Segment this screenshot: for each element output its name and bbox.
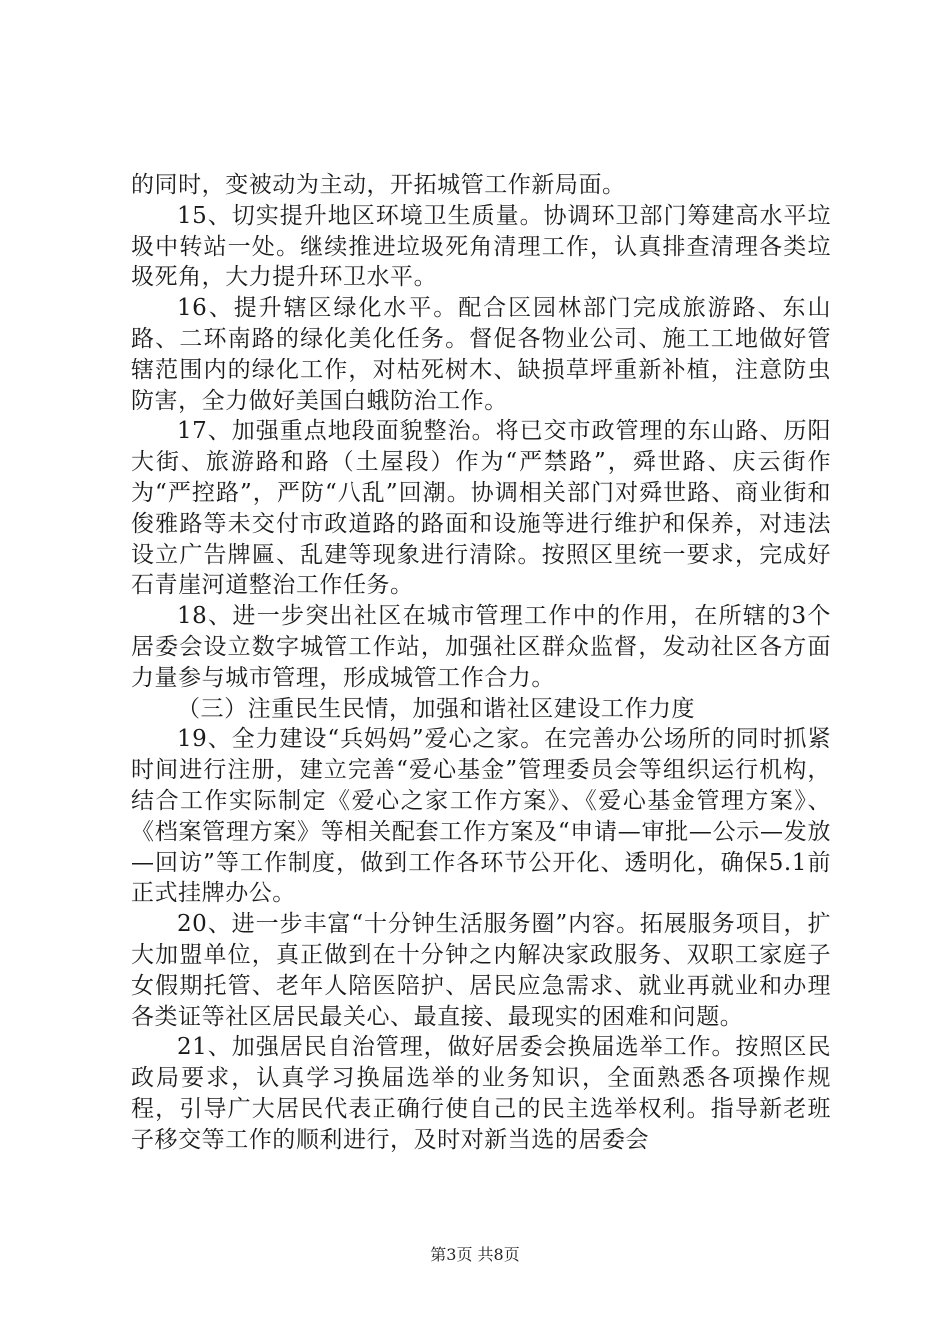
paragraph-item-16: 16、提升辖区绿化水平。配合区园林部门完成旅游路、东山路、二环南路的绿化美化任务。督促各物业公司、施工工地做好管辖范围内的绿化工作，对枯死树木、缺损草坪重新补植，注意防虫防害，全力做好美国白蛾防治工作。 [131, 295, 831, 414]
document-body [131, 170, 831, 1156]
section-heading-3: （三）注重民生民情，加强和谐社区建设工作力度 [177, 695, 696, 722]
paragraph-item-21: 21、加强居民自治管理，做好居委会换届选举工作。按照区民政局要求，认真学习换届选举的业务知识，全面熟悉各项操作规程，引导广大居民代表正确行使自己的民主选举权利。指导新老班子移交等工作的顺利进行，及时对新当选的居委会 [131, 1034, 831, 1153]
paragraph-item-19: 19、全力建设“兵妈妈”爱心之家。在完善办公场所的同时抓紧时间进行注册，建立完善“爱心基金”管理委员会等组织运行机构，结合工作实际制定《爱心之家工作方案》、《爱心基金管理方案》、《档案管理方案》等相关配套工作方案及“申请—审批—公示—发放—回访”等工作制度，做到工作各环节公开化、透明化，确保5.1前正式挂牌办公。 [131, 726, 831, 907]
page-footer: 第3页 共8页 [430, 1245, 520, 1264]
paragraph-item-18: 18、进一步突出社区在城市管理工作中的作用，在所辖的3个居委会设立数字城管工作站，加强社区群众监督，发动社区各方面力量参与城市管理，形成城管工作合力。 [131, 603, 831, 691]
paragraph-continuation: 的同时，变被动为主动，开拓城管工作新局面。 [131, 172, 626, 198]
paragraph-item-15: 15、切实提升地区环境卫生质量。协调环卫部门筹建高水平垃圾中转站一处。继续推进垃圾死角清理工作，认真排查清理各类垃圾死角，大力提升环卫水平。 [131, 202, 831, 291]
paragraph-item-17: 17、加强重点地段面貌整治。将已交市政管理的东山路、历阳大街、旅游路和路（土屋段）作为“严禁路”，舜世路、庆云街作为“严控路”，严防“八乱”回潮。协调相关部门对舜世路、商业街和俊雅路等未交付市政道路的路面和设施等进行维护和保养，对违法设立广告牌匾、乱建等现象进行清除。按照区里统一要求，完成好石青崖河道整治工作任务。 [131, 418, 831, 599]
paragraph-item-20: 20、进一步丰富“十分钟生活服务圈”内容。拓展服务项目，扩大加盟单位，真正做到在十分钟之内解决家政服务、双职工家庭子女假期托管、老年人陪医陪护、居民应急需求、就业再就业和办理各类证等社区居民最关心、最直接、最现实的困难和问题。 [131, 911, 831, 1030]
